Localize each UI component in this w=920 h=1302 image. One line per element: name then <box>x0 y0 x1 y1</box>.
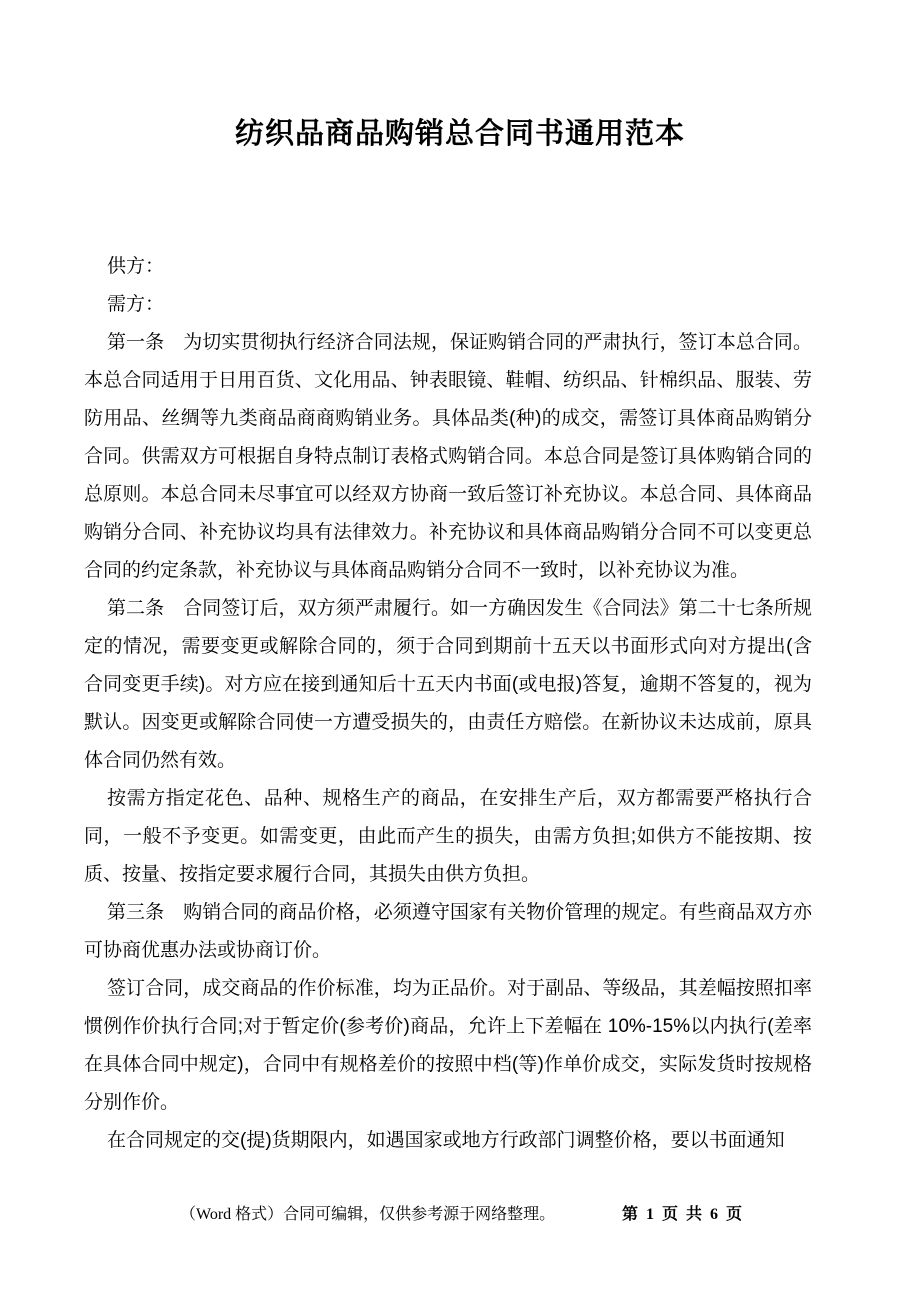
document-title: 纺织品商品购销总合同书通用范本 <box>234 118 685 150</box>
contract-paragraph: 在合同规定的交(提)货期限内，如遇国家或地方行政部门调整价格，要以书面通知 <box>107 1130 785 1151</box>
footer-note: （Word 格式）合同可编辑，仅供参考源于网络整理。 <box>180 1206 556 1223</box>
page-footer <box>0 1200 920 1234</box>
contract-paragraph: 第三条 购销合同的商品价格，必须遵守国家有关物价管理的规定。有些商品双方亦可协商优惠办法或协商订价。 <box>84 902 812 961</box>
page-number: 第 1 页 共 6 页 <box>622 1206 745 1223</box>
contract-paragraph: 签订合同，成交商品的作价标准，均为正品价。对于副品、等级品，其差幅按照扣率惯例作价执行合同;对于暂定价(参考价)商品，允许上下差幅在 10%-15%以内执行(差率在具体合同中规定)，合同中有规格差价的按照中档(等)作单价成交，实际发货时按规格分别作价。 <box>84 978 812 1113</box>
contract-paragraph: 按需方指定花色、品种、规格生产的商品，在安排生产后，双方都需要严格执行合同，一般不予变更。如需变更，由此而产生的损失，由需方负担;如供方不能按期、按质、按量、按指定要求履行合同，其损失由供方负担。 <box>84 788 812 885</box>
contract-paragraph: 第一条 为切实贯彻执行经济合同法规，保证购销合同的严肃执行，签订本总合同。本总合同适用于日用百货、文化用品、钟表眼镜、鞋帽、纺织品、针棉织品、服装、劳防用品、丝绸等九类商品商商购销业务。具体品类(种)的成交，需签订具体商品购销分合同。供需双方可根据自身特点制订表格式购销合同。本总合同是签订具体购销合同的总原则。本总合同未尽事宜可以经双方协商一致后签订补充协议。本总合同、具体商品购销分合同、补充协议均具有法律效力。补充协议和具体商品购销分合同不可以变更总合同的约定条款，补充协议与具体商品购销分合同不一致时，以补充协议为准。 <box>84 332 812 581</box>
contract-paragraph: 需方： <box>107 294 165 315</box>
contract-paragraph: 供方： <box>107 256 165 277</box>
contract-paragraph: 第二条 合同签订后，双方须严肃履行。如一方确因发生《合同法》第二十七条所规定的情况，需要变更或解除合同的，须于合同到期前十五天以书面形式向对方提出(含合同变更手续)。对方应在接到通知后十五天内书面(或电报)答复，逾期不答复的，视为默认。因变更或解除合同使一方遭受损失的，由责任方赔偿。在新协议未达成前，原具体合同仍然有效。 <box>84 598 812 771</box>
document-body <box>84 248 812 1160</box>
